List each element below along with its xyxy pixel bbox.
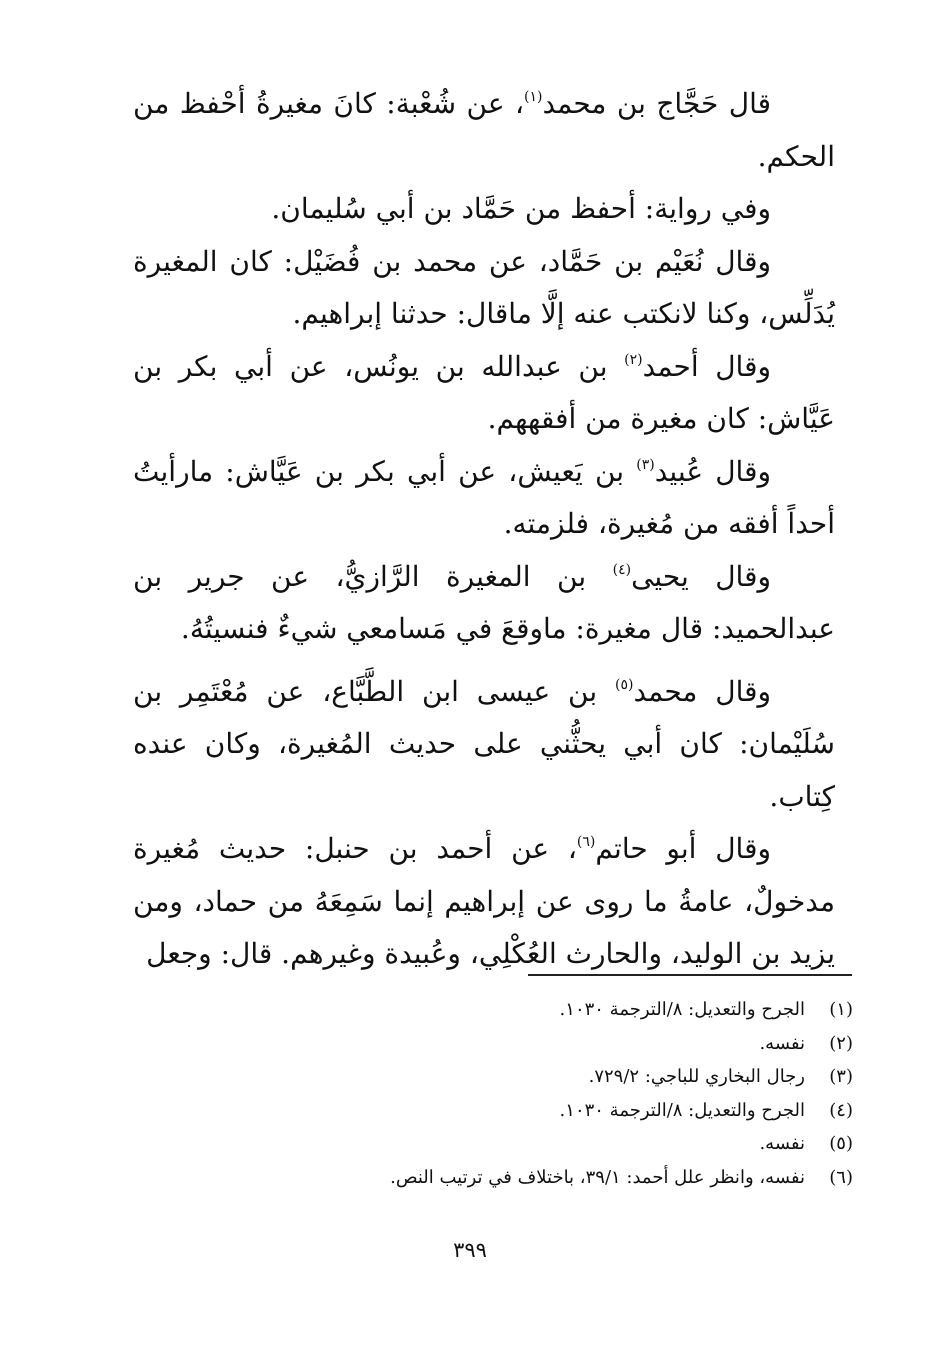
paragraph-8-text-b: ، عن أحمد بن حنبل: حديث مُغيرة مدخولٌ، عامةُ ما روى عن إبراهيم إنما سَمِعَهُ من حماد، ومن يزيد بن الوليد، والحارث العُكْلِي، وعُبيدة وغيرهم. قال: وجعل — [133, 832, 835, 970]
paragraph-3 — [133, 236, 835, 341]
paragraph-1-text-a: قال حَجَّاج بن محمد — [542, 87, 771, 120]
footnote-text: رجال البخاري للباجي: ٧٢٩/٢. — [588, 1066, 805, 1087]
footnote-ref-1: (١) — [524, 89, 543, 105]
footnote-number: (٥) — [829, 1133, 853, 1154]
paragraph-7 — [133, 666, 835, 824]
footnote-ref-3: (٣) — [636, 456, 655, 473]
page-number: ٣٩٩ — [453, 1238, 487, 1262]
footnotes — [133, 993, 853, 1194]
footnote-ref-2: (٢) — [624, 351, 643, 368]
paragraph-7-text-a: وقال محمد — [633, 674, 771, 708]
paragraph-3-text: وقال نُعَيْم بن حَمَّاد، عن محمد بن فُضَيْل: كان المغيرة يُدَلِّس، وكنا لانكتب عنه إلَّا ماقال: حدثنا إبراهيم. — [133, 244, 835, 330]
paragraph-7-text-b: بن عيسى ابن الطَّبَّاع، عن مُعْتَمِر بن سُلَيْمان: كان أبي يحثُّني على حديث المُغيرة، وكان عنده كِتاب. — [133, 674, 835, 813]
footnote-text: الجرح والتعديل: ٨/الترجمة ١٠٣٠. — [559, 1099, 805, 1121]
footnote-text: نفسه، وانظر علل أحمد: ٣٩/١، باختلاف في ترتيب النص. — [390, 1166, 805, 1188]
footnote-text: الجرح والتعديل: ٨/الترجمة ١٠٣٠. — [559, 999, 805, 1020]
paragraph-1-text-b: ، عن شُعْبة: كانَ مغيرةُ أحْفظ من الحكم. — [133, 87, 835, 173]
paragraph-6 — [133, 551, 835, 656]
paragraph-4-text-b: بن عبدالله بن يونُس، عن أبي بكر بن عَيَّاش: كان مغيرة من أفقههم. — [133, 349, 835, 435]
footnote-ref-6: (٦) — [576, 834, 596, 850]
footnote-number: (١) — [829, 999, 853, 1020]
paragraph-4-text-a: وقال أحمد — [642, 349, 771, 383]
footnote-3 — [133, 1060, 853, 1094]
footnote-number: (٣) — [829, 1066, 853, 1087]
footnote-6 — [133, 1161, 853, 1195]
footnote-ref-5: (٥) — [614, 676, 634, 693]
footnote-number: (٤) — [829, 1099, 853, 1121]
paragraph-8-text-a: وقال أبو حاتم — [595, 832, 771, 865]
paragraph-2 — [133, 183, 835, 236]
paragraph-5 — [133, 446, 835, 551]
paragraph-5-text-b: بن يَعيش، عن أبي بكر بن عَيَّاش: مارأيتُ أحداً أفقه من مُغيرة، فلزمته. — [133, 454, 835, 540]
footnote-1 — [133, 993, 853, 1027]
footnote-text: نفسه. — [759, 1032, 805, 1054]
paragraph-1 — [133, 78, 835, 183]
footnote-separator — [528, 974, 852, 976]
footnote-5 — [133, 1127, 853, 1161]
footnote-text: نفسه. — [759, 1133, 805, 1154]
main-text — [133, 78, 835, 981]
footnote-number: (٦) — [829, 1166, 853, 1188]
paragraph-5-text-a: وقال عُبيد — [654, 454, 771, 488]
paragraph-2-text: وفي رواية: أحفظ من حَمَّاد بن أبي سُليمان. — [271, 192, 771, 225]
footnote-4 — [133, 1094, 853, 1128]
paragraph-6-text-a: وقال يحيى — [631, 559, 771, 593]
footnote-ref-4: (٤) — [612, 561, 632, 578]
paragraph-6-text-b: بن المغيرة الرَّازيُّ، عن جرير بن عبدالحميد: قال مغيرة: ماوقعَ في مَسامعي شيءٌ فنسيتُهُ. — [133, 559, 835, 645]
paragraph-4 — [133, 341, 835, 446]
footnote-number: (٢) — [829, 1032, 853, 1054]
paragraph-8 — [133, 823, 835, 981]
footnote-2 — [133, 1027, 853, 1061]
